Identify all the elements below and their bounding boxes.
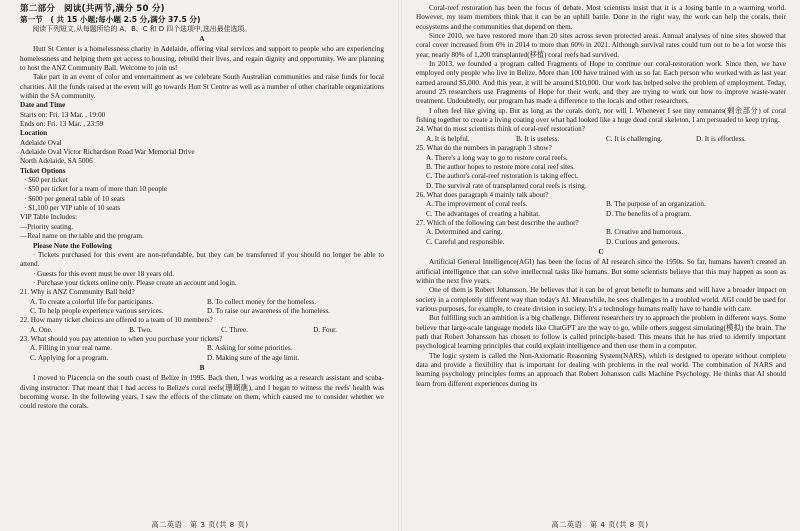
- option: D. It is effortless.: [696, 134, 746, 143]
- option: C. The author's coral-reef restoration is taking effect.: [426, 172, 579, 181]
- option: A. There's a long way to go to restore coral reefs.: [426, 153, 568, 162]
- passage-b-paragraph-2: Coral-reef restoration has been the focus of debate. Most scientists insist that it is a losing battle in a warming world. However, my team members think that it can be an uphill battle. Done in the right way, the work can help the corals, their ecosystems and the communities that depend on them.: [416, 4, 786, 31]
- passage-c-paragraph-1: Artificial General Intelligence(AGI) has been the focus of AI research since the 1950s. So far, humans haven't created an artificial intelligence that can solve intellectual tasks like humans. But some scientists believe that this may happen as soon as within the next five years.: [416, 258, 786, 285]
- question-21: 21. Why is ANZ Community Ball held?: [20, 288, 135, 297]
- question-24: 24. What do most scientists think of coral-reef restoration?: [416, 125, 585, 134]
- passage-b-paragraph-1: I moved to Placencia on the south coast of Belize in 1995. Back then, I was working as a research assistant and scuba-diving instructor. That meant that I had access to Belize's coral reefs(珊瑚礁), and I began to witness the reefs' health was becoming worse. In the following years, I saw the effects of the climate on them, which caused me to consider whether we could restore the corals.: [20, 374, 384, 411]
- page-footer: 高二英语 第 3 页(共 8 页): [151, 519, 249, 529]
- ticket-option: · $50 per ticket for a team of more than 10 people: [24, 185, 168, 194]
- location-line-2: Adelaide Oval Victor Richardson Road War Memorial Drive: [20, 148, 195, 157]
- option: B. The author hopes to restore more coral reef sites.: [426, 162, 575, 171]
- passage-a-paragraph-1: Hutt St Center is a homelessness charity in Adelaide, offering vital services and support to people who are experiencing homelessness and helping them get access to housing, rebuild their lives, and regain dignity and opportunity. We are planning to host the ANZ Community Ball. Welcome to join us!: [20, 45, 384, 72]
- passage-c-paragraph-2: One of them is Robert Johansson. He believes that it can be of great benefit to humans and will have a broader impact on society in a completely different way than today's AI. Meanwhile, he sees challenges in a troubled world. AGI could be used for various purposes, for example, to create division in society. It's a technology humans really have to handle with care.: [416, 286, 786, 313]
- option: D. To raise our awareness of the homeless.: [207, 306, 330, 315]
- note-item: · Guests for this event must be over 18 years old.: [32, 269, 175, 278]
- note-item: · Purchase your tickets online only. Please create an account and login.: [32, 278, 237, 287]
- page-4: [400, 0, 800, 531]
- vip-item: —Real name on the table and the program.: [20, 232, 144, 241]
- date-time-heading: Date and Time: [20, 101, 66, 110]
- question-22: 22. How many ticket choices are offered to a team of 10 members?: [20, 316, 213, 325]
- passage-b-paragraph-4: In 2013, we founded a program called Fragments of Hope to continue our coral-restoration work. Since then, we have employed only people who live in Belize. More than 100 have trained with us so far. Each person who worked with as last year earned around $5,000. And this year, it will be around $10,000. Our work has helped solve the problem of employment. Today, around 25 researchers use Fragments of Hope for their work, and they are trying to work out how to improve waste-water treatment. Undoubtedly, our program has made a difference to the locals and other researchers.: [416, 60, 786, 106]
- option: A. Determined and caring.: [426, 228, 503, 237]
- question-25: 25. What do the numbers in paragraph 3 show?: [416, 144, 552, 153]
- option: D. Four.: [313, 325, 337, 334]
- passage-b-paragraph-5: I often feel like giving up. But as long as the corals don't, nor will I. Whenever I see tiny remnants(剩余部分) of coral fishing together to create a living coating over what had looked like a huge dead coral skeleton, I am persuaded to keep trying.: [416, 106, 786, 125]
- page-footer: 高二英语 第 4 页(共 8 页): [551, 519, 649, 529]
- option: C. To help people experience various services.: [30, 306, 164, 315]
- section-title: 第一节 ( 共 15 小题;每小题 2.5 分,满分 37.5 分): [20, 15, 201, 24]
- option: B. Two.: [129, 325, 152, 334]
- question-23: 23. What should you pay attention to when you purchase your tickets?: [20, 334, 223, 343]
- event-start: Starts on: Fri. 13 Mar. , 19:00: [20, 110, 106, 119]
- note-item: · Tickets purchased for this event are non-refundable, but they can be transferred if you should no longer be able to attend.: [20, 250, 384, 269]
- question-27-options: [416, 228, 786, 247]
- ticket-options-heading: Ticket Options: [20, 166, 66, 175]
- option: B. Asking for some priorities.: [207, 344, 293, 353]
- option: A. Filling in your real name.: [30, 344, 113, 353]
- question-27: 27. Which of the following can best describe the author?: [416, 218, 579, 227]
- notes-heading: Please Note the Following: [32, 241, 112, 250]
- question-26: 26. What does paragraph 4 mainly talk about?: [416, 190, 549, 199]
- location-line-3: North Adelaide, SA 5006: [20, 157, 93, 166]
- location-heading: Location: [20, 129, 48, 138]
- option: D. The benefits of a program.: [606, 209, 692, 218]
- passage-c-letter: C: [598, 247, 604, 256]
- option: D. The survival rate of transplanted coral reefs is rising.: [426, 181, 587, 190]
- question-21-options: [20, 298, 384, 317]
- event-end: Ends on: Fri. 13 Mar. , 23:59: [20, 120, 104, 129]
- ticket-option: · $1,100 per VIP table of 10 seats: [24, 204, 121, 213]
- option: B. The purpose of an organization.: [606, 200, 706, 209]
- passage-a-letter: A: [199, 34, 205, 43]
- question-22-options: [20, 326, 384, 335]
- question-24-options: [416, 135, 786, 144]
- passage-b-letter: B: [199, 363, 205, 372]
- question-25-options: [416, 154, 786, 191]
- option: B. It is useless.: [516, 134, 560, 143]
- option: A. The improvement of coral reefs.: [426, 200, 528, 209]
- ticket-option: · $60 per ticket: [24, 176, 68, 185]
- option: B. Creative and humorous.: [606, 228, 684, 237]
- passage-c-paragraph-4: The logic system is called the Non-Axiomatic Reasoning System(NARS), which is designed to operate without complete data and provide a flexibility that is important for dealing with problems in the real world. The combination of NARS and learning psychology principles forms an approach that Robert Johansson calls Machine Psychology. He thinks that AI should learn from different experiences during its: [416, 351, 786, 388]
- option: D. Curious and generous.: [606, 237, 680, 246]
- part-title: 第二部分 阅读(共两节,满分 50 分): [20, 4, 165, 14]
- option: C. Applying for a program.: [30, 353, 109, 362]
- option: D. Making sure of the age limit.: [207, 353, 300, 362]
- option: C. Three.: [221, 325, 248, 334]
- option: A. It is helpful.: [426, 134, 470, 143]
- passage-c-paragraph-3: But fulfilling such an ambition is a big challenge. Different researchers try to approach the problem in different ways. Some believe that large-scale language models like ChatGPT are the way to go, while others suggest simulating(模拟) the brain. The path that Robert Johansson has chosen to follow is called principle-based. This means that he has tried to identify important psychological learning principles that could explain intelligence and then use them in a computer.: [416, 314, 786, 351]
- option: C. The advantages of creating a habitat.: [426, 209, 541, 218]
- question-23-options: [20, 344, 384, 363]
- vip-includes: VIP Table Includes:: [20, 213, 77, 222]
- option: C. It is challenging.: [606, 134, 663, 143]
- instruction: 阅读下列短文,从每题所给的 A、B、C 和 D 四个选项中,选出最佳选项。: [32, 24, 252, 33]
- passage-b-paragraph-3: Since 2010, we have restored more than 20 sites across seven protected areas. Annual analyses of nine sites showed that coral cover increased from 6% in 2014 to more than 60% in 2021. Although survival rates could turn out to be a lot worse this year, nearly 80% of 1,200 transplanted(移植) coral reefs had survived.: [416, 32, 786, 59]
- question-26-options: [416, 200, 786, 219]
- option: C. Careful and responsible.: [426, 237, 505, 246]
- option: A. To create a colorful life for participants.: [30, 297, 154, 306]
- vip-item: —Priority seating.: [20, 222, 74, 231]
- option: A. One.: [30, 325, 53, 334]
- ticket-option: · $600 per general table of 10 seats: [24, 194, 125, 203]
- location-line-1: Adelaide Oval: [20, 138, 62, 147]
- passage-a-paragraph-2: Take part in an event of color and entertainment as we celebrate South Australian communities and raise funds for local charities. All the funds raised at the event will go towards Hutt St Centre as well as a number of other charitable organizations within the SA community.: [20, 73, 384, 100]
- option: B. To collect money for the homeless.: [207, 297, 317, 306]
